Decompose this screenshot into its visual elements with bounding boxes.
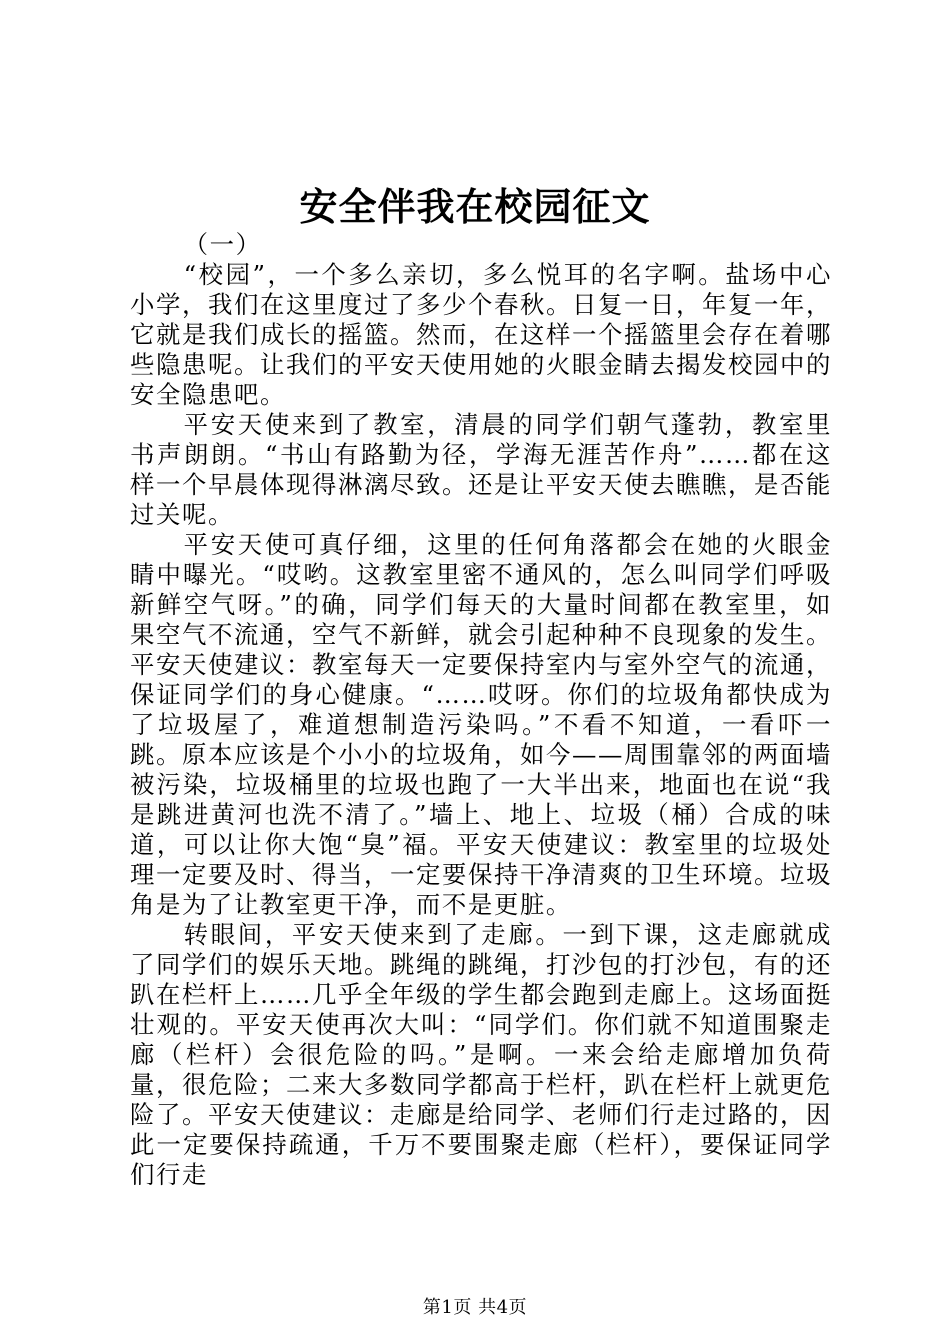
document-title: 安全伴我在校园征文 bbox=[299, 184, 651, 229]
paragraph-4: 转眼间，平安天使来到了走廊。一到下课，这走廊就成了同学们的娱乐天地。跳绳的跳绳，打沙包的打沙包，有的还趴在栏杆上……几乎全年级的学生都会跑到走廊上。这场面挺壮观的。平安天使再次大叫：“同学们。你们就不知道围聚走廊（栏杆）会很危险的吗。”是啊。一来会给走廊增加负荷量，很危险；二来大多数同学都高于栏杆，趴在栏杆上就更危险了。平安天使建议：走廊是给同学、老师们行走过路的，因此一定要保持疏通，千万不要围聚走廊（栏杆），要保证同学们行走 bbox=[130, 920, 832, 1189]
paragraph-1: “校园”，一个多么亲切，多么悦耳的名字啊。盐场中心小学，我们在这里度过了多少个春秋。日复一日，年复一年，它就是我们成长的摇篮。然而，在这样一个摇篮里会存在着哪些隐患呢。让我们的平安天使用她的火眼金睛去揭发校园中的安全隐患吧。 bbox=[130, 260, 832, 409]
section-marker: （一） bbox=[183, 230, 262, 259]
page-footer: 第1页 共4页 bbox=[422, 1297, 528, 1318]
paragraph-2: 平安天使来到了教室，清晨的同学们朝气蓬勃，教室里书声朗朗。“书山有路勤为径，学海无涯苦作舟”……都在这样一个早晨体现得淋漓尽致。还是让平安天使去瞧瞧，是否能过关呢。 bbox=[130, 410, 832, 529]
document-body bbox=[130, 230, 832, 1190]
paragraph-3: 平安天使可真仔细，这里的任何角落都会在她的火眼金睛中曝光。“哎哟。这教室里密不通风的，怎么叫同学们呼吸新鲜空气呀。”的确，同学们每天的大量时间都在教室里，如果空气不流通，空气不新鲜，就会引起种种不良现象的发生。平安天使建议：教室每天一定要保持室内与室外空气的流通，保证同学们的身心健康。“……哎呀。你们的垃圾角都快成为了垃圾屋了，难道想制造污染吗。”不看不知道，一看吓一跳。原本应该是个小小的垃圾角，如今——周围靠邻的两面墙被污染，垃圾桶里的垃圾也跑了一大半出来，地面也在说“我是跳进黄河也洗不清了。”墙上、地上、垃圾（桶）合成的味道，可以让你大饱“臭”福。平安天使建议：教室里的垃圾处理一定要及时、得当，一定要保持干净清爽的卫生环境。垃圾角是为了让教室更干净，而不是更脏。 bbox=[130, 530, 832, 919]
